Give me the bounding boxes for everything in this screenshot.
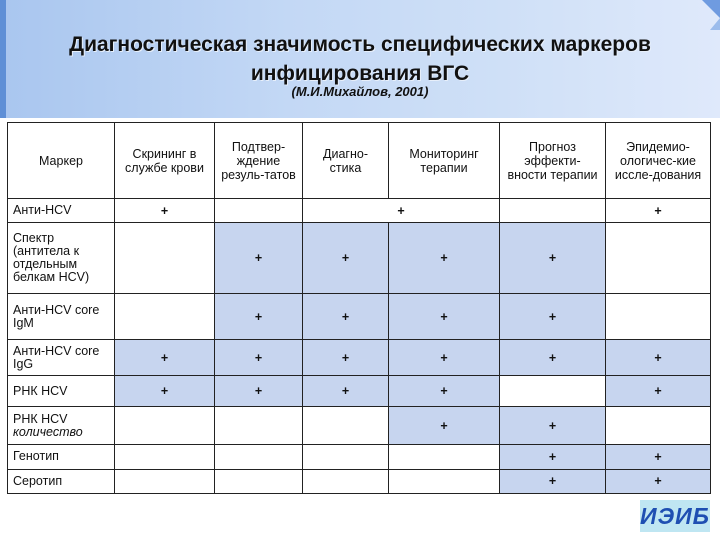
column-header: Эпидемио-ологичес-кие иссле-дования — [606, 123, 711, 199]
table-cell: + — [389, 339, 500, 375]
table-cell — [303, 406, 389, 445]
table-cell — [215, 445, 303, 469]
row-label-text: Анти-HCV core IgG — [13, 343, 100, 371]
row-label — [8, 199, 115, 223]
markers-table — [7, 122, 711, 494]
table-cell: + — [115, 199, 215, 223]
table-cell: + — [606, 199, 711, 223]
title-line-1: Диагностическая значимость специфических маркеров — [69, 33, 651, 56]
table-cell: + — [606, 376, 711, 406]
row-label-text: Анти-HCV core IgM — [13, 302, 100, 330]
row-label — [8, 339, 115, 375]
title-banner — [0, 0, 720, 118]
table-cell — [606, 406, 711, 445]
table-cell — [115, 223, 215, 294]
table-cell: + — [215, 223, 303, 294]
table-cell — [215, 469, 303, 493]
citation: (М.И.Михайлов, 2001) — [291, 84, 429, 99]
table-cell — [606, 223, 711, 294]
table-cell: + — [500, 223, 606, 294]
table-cell — [115, 445, 215, 469]
row-label — [8, 294, 115, 340]
row-label — [8, 406, 115, 445]
table-row — [8, 339, 711, 375]
table-cell: + — [215, 376, 303, 406]
table-row — [8, 294, 711, 340]
table-row — [8, 406, 711, 445]
table-cell: + — [606, 469, 711, 493]
column-header: Диагно-стика — [303, 123, 389, 199]
header-row — [8, 123, 711, 199]
row-label — [8, 445, 115, 469]
row-label-text: Серотип — [13, 473, 63, 488]
row-label-text: РНК HCV — [13, 411, 68, 426]
row-label — [8, 223, 115, 294]
table-cell: + — [606, 339, 711, 375]
table-cell — [303, 445, 389, 469]
row-label — [8, 469, 115, 493]
institute-logo: ИЭИБ — [640, 500, 710, 532]
table-cell — [215, 199, 303, 223]
table-cell: + — [500, 445, 606, 469]
table-cell — [215, 406, 303, 445]
table-row — [8, 445, 711, 469]
title-line-2: инфицирования ВГС — [250, 62, 470, 85]
table-cell: + — [606, 445, 711, 469]
table-cell — [115, 294, 215, 340]
table-cell: + — [115, 339, 215, 375]
table-cell: + — [389, 294, 500, 340]
table-cell — [303, 469, 389, 493]
table-cell: + — [389, 406, 500, 445]
column-header: Маркер — [8, 123, 115, 199]
table-cell: + — [500, 339, 606, 375]
table-cell: + — [303, 223, 389, 294]
table-cell: + — [115, 376, 215, 406]
table-cell: + — [303, 199, 500, 223]
corner-decoration-icon — [680, 0, 720, 30]
slide-title — [0, 30, 720, 88]
table-cell: + — [303, 339, 389, 375]
table-cell: + — [500, 406, 606, 445]
table-row — [8, 199, 711, 223]
table-cell — [115, 406, 215, 445]
column-header: Прогноз эффекти-вности терапии — [500, 123, 606, 199]
table-row — [8, 376, 711, 406]
table-row — [8, 469, 711, 493]
table-cell — [389, 469, 500, 493]
table-cell — [500, 199, 606, 223]
table-cell — [606, 294, 711, 340]
table-cell: + — [303, 376, 389, 406]
table-cell — [115, 469, 215, 493]
column-header: Мониторинг терапии — [389, 123, 500, 199]
table-cell — [389, 445, 500, 469]
table-cell: + — [389, 223, 500, 294]
row-label-note: количество — [13, 424, 83, 439]
column-header: Подтвер-ждение резуль-татов — [215, 123, 303, 199]
table-cell: + — [215, 339, 303, 375]
row-label-text: РНК HCV — [13, 383, 68, 398]
table-cell — [500, 376, 606, 406]
row-label-text: Генотип — [13, 449, 59, 464]
table-cell: + — [500, 469, 606, 493]
table-cell: + — [215, 294, 303, 340]
row-label-text: Анти-HCV — [13, 203, 72, 218]
table-row — [8, 223, 711, 294]
table-cell: + — [500, 294, 606, 340]
column-header: Скрининг в службе крови — [115, 123, 215, 199]
row-label — [8, 376, 115, 406]
table-cell: + — [389, 376, 500, 406]
row-label-text: Спектр (антитела к отдельным белкам HCV) — [13, 231, 90, 285]
table-cell: + — [303, 294, 389, 340]
